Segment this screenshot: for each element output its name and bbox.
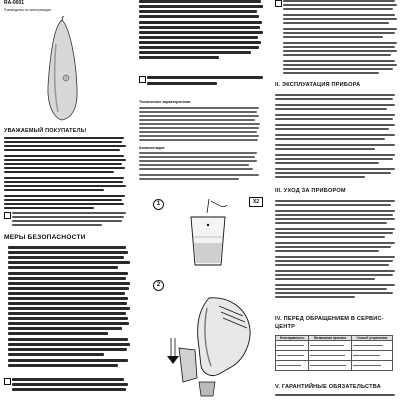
model-name: RA-0001 <box>4 0 25 6</box>
warning-icon <box>139 76 146 83</box>
service-table <box>275 335 393 371</box>
service-heading-line2: ЦЕНТР <box>275 324 296 330</box>
table-header-cell: Способ устранения <box>351 336 392 341</box>
warning-icon <box>4 212 11 219</box>
warning-icon <box>4 378 11 385</box>
glass-illustration <box>149 195 265 273</box>
operation-heading: II. ЭКСПЛУАТАЦИЯ ПРИБОРА <box>275 82 361 88</box>
kit-heading: Комплектация <box>139 146 165 150</box>
figure-x2-label: X2 <box>249 197 263 207</box>
figure-1 <box>149 195 265 273</box>
greeting-heading: УВАЖАЕМЫЙ ПОКУПАТЕЛЬ! <box>4 128 87 134</box>
table-row <box>276 341 393 351</box>
table-header-cell: Возможная причина <box>309 336 351 341</box>
tech-heading: Технические характеристики <box>139 100 191 104</box>
table-row <box>276 351 393 361</box>
service-heading-line1: IV. ПЕРЕД ОБРАЩЕНИЕМ В СЕРВИС- <box>275 316 384 322</box>
hand-with-device-illustration <box>149 278 265 398</box>
care-heading: III. УХОД ЗА ПРИБОРОМ <box>275 188 346 194</box>
figure-2-number: 2 <box>153 280 164 291</box>
figure-1-number: 1 <box>153 199 164 210</box>
table-row <box>276 361 393 371</box>
manual-subtitle: Руководство по эксплуатации <box>4 8 51 12</box>
table-header-cell: Неисправность <box>276 336 309 341</box>
figure-2 <box>149 278 265 398</box>
safety-heading: МЕРЫ БЕЗОПАСНОСТИ <box>4 234 86 241</box>
product-illustration <box>32 16 92 126</box>
warning-icon <box>275 0 282 7</box>
table-header-row <box>276 336 393 341</box>
warranty-heading: V. ГАРАНТИЙНЫЕ ОБЯЗАТЕЛЬСТВА <box>275 384 381 390</box>
